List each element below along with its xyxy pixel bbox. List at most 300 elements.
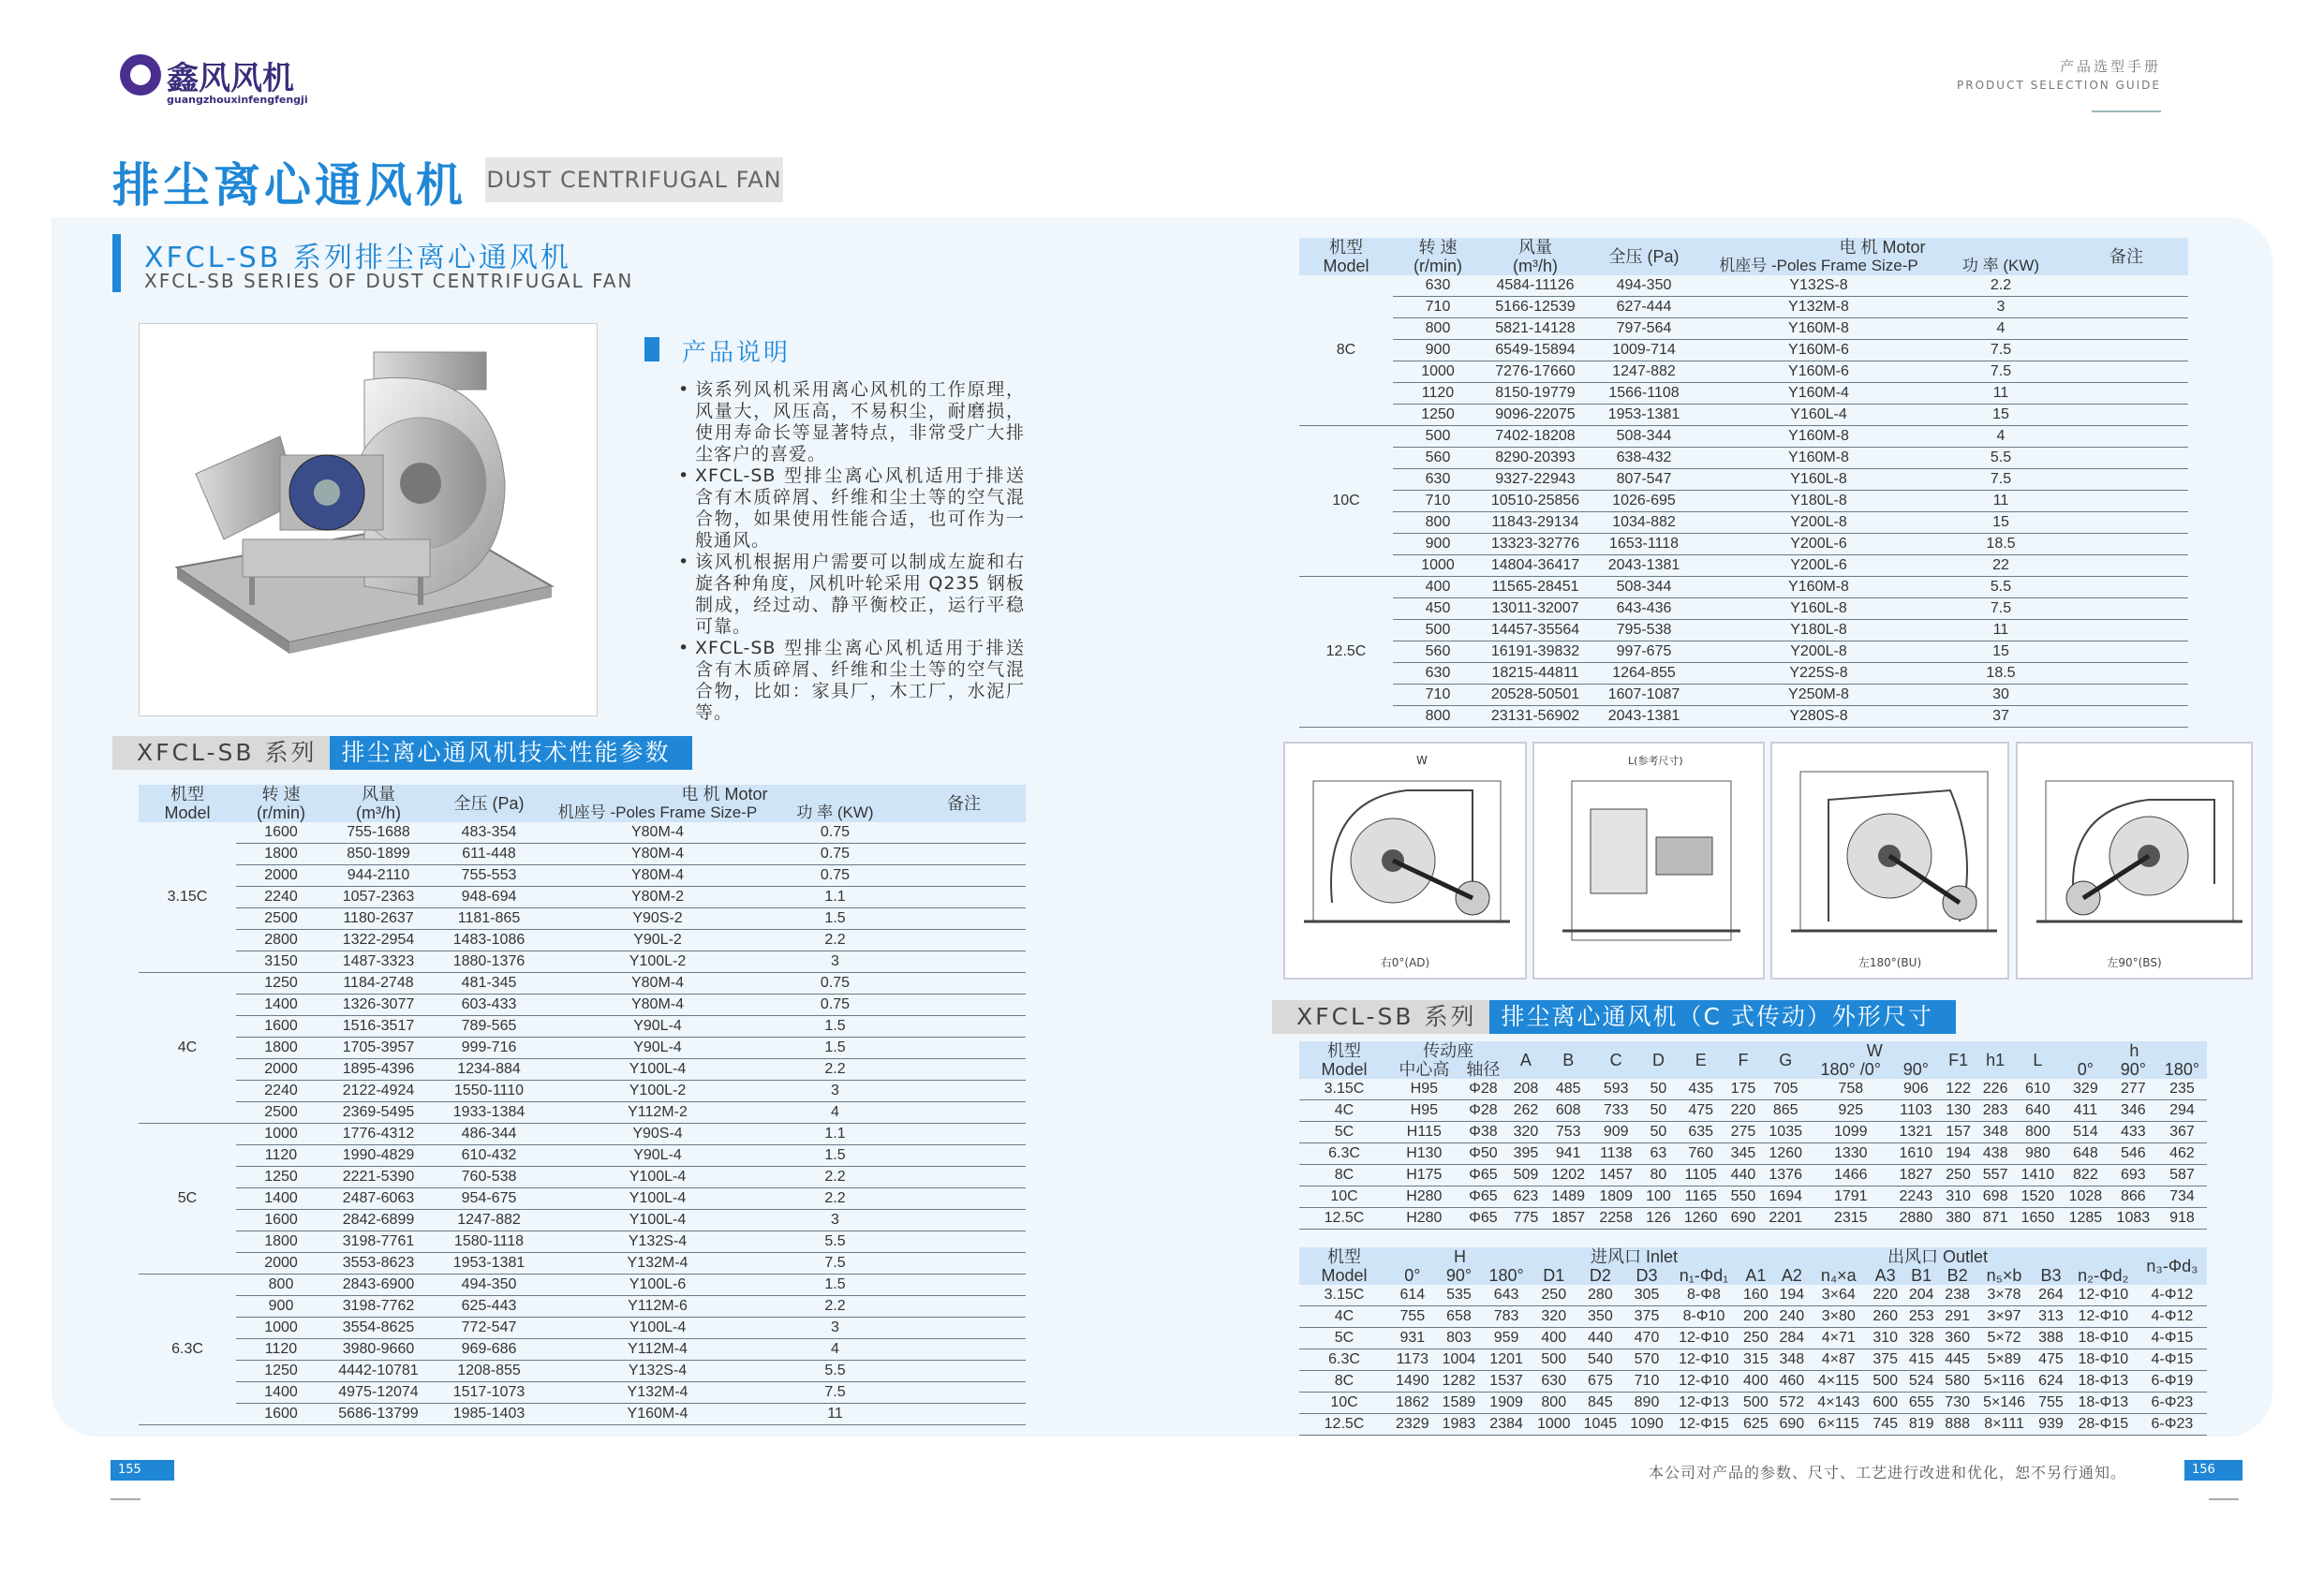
table-cell: 775: [1507, 1208, 1545, 1230]
note-cell: [2065, 297, 2188, 318]
col-h: h: [2062, 1041, 2207, 1060]
brand-logo: [120, 52, 317, 111]
table-cell: 755-1688: [326, 822, 431, 844]
table-cell: 367: [2157, 1122, 2207, 1143]
table-cell: 1330: [1810, 1143, 1892, 1165]
table-cell: 12.5C: [1299, 1208, 1389, 1230]
table-cell: 4442-10781: [326, 1361, 431, 1382]
table-row: [139, 1210, 1026, 1231]
table-cell: 2258: [1592, 1208, 1640, 1230]
table-cell: 4975-12074: [326, 1382, 431, 1404]
table-cell: 1800: [236, 844, 326, 865]
table-cell: 16191-39832: [1483, 641, 1588, 663]
table-cell: 1933-1384: [431, 1102, 547, 1124]
table-cell: 18.5: [1937, 663, 2065, 685]
drawing-caption: 左180°(BU): [1858, 956, 1922, 969]
table-row: [1299, 405, 2188, 426]
note-cell: [902, 1102, 1026, 1124]
table-cell: 1000: [1531, 1414, 1577, 1436]
table-cell: 435: [1677, 1079, 1724, 1100]
col-outlet: 出风口 Outlet: [1738, 1247, 2138, 1266]
col-h90: 90°: [1436, 1266, 1483, 1285]
table-cell: 572: [1774, 1393, 1810, 1414]
table-cell: 698: [1976, 1186, 2014, 1208]
product-photo: [139, 323, 598, 716]
table-cell: 980: [2014, 1143, 2062, 1165]
page-number-right: 156: [2184, 1460, 2243, 1481]
note-cell: [902, 1231, 1026, 1253]
svg-text:W: W: [1416, 754, 1428, 767]
table-cell: 675: [1577, 1371, 1624, 1393]
table-cell: 37: [1937, 706, 2065, 728]
table-cell: 1376: [1762, 1165, 1810, 1186]
table-cell: 800: [1393, 706, 1483, 728]
table-cell: 1208-855: [431, 1361, 547, 1382]
table-cell: 1653-1118: [1588, 534, 1700, 555]
table-cell: 1247-882: [1588, 361, 1700, 383]
table-cell: 1250: [236, 1167, 326, 1188]
note-cell: [2065, 318, 2188, 340]
table-cell: 4-Φ12: [2138, 1285, 2207, 1306]
table-row: [1299, 1122, 2207, 1143]
table-cell: 1600: [236, 1404, 326, 1425]
table-cell: 755: [1389, 1306, 1436, 1328]
table-cell: Y90S-4: [547, 1124, 768, 1145]
note-cell: [2065, 641, 2188, 663]
table-cell: 643-436: [1588, 598, 1700, 620]
table-cell: 918: [2157, 1208, 2207, 1230]
table-cell: 3×97: [1976, 1306, 2033, 1328]
table-row: [139, 1038, 1026, 1059]
col-w: W: [1810, 1041, 1940, 1060]
table-cell: 30: [1937, 685, 2065, 706]
table-cell: 800: [1393, 512, 1483, 534]
note-cell: [2065, 426, 2188, 448]
table-cell: 0.75: [768, 973, 902, 995]
drawing-side: [1532, 742, 1765, 980]
guide-label: [1957, 56, 2161, 92]
table-cell: Y225S-8: [1700, 663, 1937, 685]
table-cell: 346: [2109, 1100, 2157, 1122]
table-cell: 640: [2014, 1100, 2062, 1122]
table-cell: 6.3C: [1299, 1349, 1389, 1371]
table-row: [1299, 1371, 2207, 1393]
table-cell: 18.5: [1937, 534, 2065, 555]
table-cell: 1120: [236, 1145, 326, 1167]
table-cell: 1202: [1545, 1165, 1592, 1186]
table-cell: 12-Φ10: [1670, 1349, 1738, 1371]
fan-side-drawing-icon: [1534, 744, 1763, 968]
table-cell: 508-344: [1588, 426, 1700, 448]
note-cell: [902, 822, 1026, 844]
dimension-banner: [1272, 1000, 1956, 1034]
table-cell: 610-432: [431, 1145, 547, 1167]
table-cell: 8-Φ10: [1670, 1306, 1738, 1328]
table-cell: 122: [1940, 1079, 1977, 1100]
col-b2: B2: [1939, 1266, 1975, 1285]
table-cell: Y132M-4: [547, 1382, 768, 1404]
table-cell: Y100L-4: [547, 1210, 768, 1231]
table-cell: 485: [1545, 1079, 1592, 1100]
table-row: [1299, 1165, 2207, 1186]
table-cell: 12-Φ10: [1670, 1371, 1738, 1393]
table-cell: 800: [1393, 318, 1483, 340]
drawing-caption: 左90°(BS): [2107, 956, 2162, 969]
note-cell: [902, 1167, 1026, 1188]
logo-mark-icon: [120, 54, 161, 96]
table-cell: 4-Φ12: [2138, 1306, 2207, 1328]
table-cell: 5×116: [1976, 1371, 2033, 1393]
table-cell: 890: [1623, 1393, 1670, 1414]
table-cell: 50: [1640, 1100, 1678, 1122]
table-cell: 819: [1903, 1414, 1939, 1436]
table-cell: 2.2: [1937, 275, 2065, 297]
table-cell: 800: [236, 1275, 326, 1296]
table-cell: H95: [1389, 1100, 1459, 1122]
table-cell: 4C: [1299, 1306, 1389, 1328]
table-cell: 1410: [2014, 1165, 2062, 1186]
table-cell: 284: [1774, 1328, 1810, 1349]
table-cell: 3198-7761: [326, 1231, 431, 1253]
table-cell: 931: [1389, 1328, 1436, 1349]
note-cell: [2065, 663, 2188, 685]
table-cell: 710: [1393, 685, 1483, 706]
table-cell: 1400: [236, 1382, 326, 1404]
table-cell: 638-432: [1588, 448, 1700, 469]
table-cell: 1321: [1892, 1122, 1940, 1143]
note-cell: [902, 930, 1026, 951]
table-cell: 3150: [236, 951, 326, 973]
table-cell: Y160M-4: [547, 1404, 768, 1425]
col-speed: 转 速 (r/min): [236, 785, 326, 822]
table-cell: 280: [1577, 1285, 1624, 1306]
table-cell: 12-Φ13: [1670, 1393, 1738, 1414]
col-inlet: 进风口 Inlet: [1531, 1247, 1738, 1266]
table-cell: 7.5: [768, 1253, 902, 1275]
table-cell: 0.75: [768, 865, 902, 887]
table-cell: 315: [1738, 1349, 1773, 1371]
table-cell: 415: [1903, 1349, 1939, 1371]
banner-series: XFCL-SB 系列: [112, 736, 330, 770]
table-cell: 580: [1939, 1371, 1975, 1393]
table-cell: 208: [1507, 1079, 1545, 1100]
table-cell: Y100L-6: [547, 1275, 768, 1296]
table-cell: 1537: [1482, 1371, 1531, 1393]
table-cell: 3: [1937, 297, 2065, 318]
table-cell: 755: [2033, 1393, 2068, 1414]
note-cell: [2065, 534, 2188, 555]
table-cell: 50: [1640, 1079, 1678, 1100]
table-cell: 2043-1381: [1588, 555, 1700, 577]
table-cell: 450: [1393, 598, 1483, 620]
col-speed: 转 速 (r/min): [1393, 238, 1483, 275]
model-cell: 12.5C: [1299, 577, 1393, 728]
table-row: [1299, 361, 2188, 383]
table-cell: 546: [2109, 1143, 2157, 1165]
table-cell: 240: [1774, 1306, 1810, 1328]
table-cell: Y160M-6: [1700, 340, 1937, 361]
table-cell: 462: [2157, 1143, 2207, 1165]
table-row: [139, 1145, 1026, 1167]
table-cell: 3.15C: [1299, 1285, 1389, 1306]
table-cell: 1.1: [768, 887, 902, 908]
table-cell: H115: [1389, 1122, 1459, 1143]
table-cell: 6-Φ23: [2138, 1393, 2207, 1414]
table-cell: 2.2: [768, 1167, 902, 1188]
table-cell: 627-444: [1588, 297, 1700, 318]
table-cell: Y180L-8: [1700, 491, 1937, 512]
table-cell: 126: [1640, 1208, 1678, 1230]
table-cell: 11843-29134: [1483, 512, 1588, 534]
note-cell: [902, 1275, 1026, 1296]
table-cell: 2201: [1762, 1208, 1810, 1230]
table-cell: Φ38: [1459, 1122, 1508, 1143]
table-cell: Y112M-2: [547, 1102, 768, 1124]
note-cell: [902, 1296, 1026, 1318]
table-cell: 1201: [1482, 1349, 1531, 1371]
table-cell: Y132M-8: [1700, 297, 1937, 318]
table-row: [1299, 1100, 2207, 1122]
table-cell: 10C: [1299, 1186, 1389, 1208]
table-cell: 291: [1939, 1306, 1975, 1328]
table-row: [139, 1016, 1026, 1038]
table-cell: 194: [1940, 1143, 1977, 1165]
table-row: [1299, 1393, 2207, 1414]
footer-notice: 本公司对产品的参数、尺寸、工艺进行改进和优化，恕不另行通知。: [1649, 1464, 2127, 1481]
table-cell: Y132M-4: [547, 1253, 768, 1275]
col-model: 机型 Model: [139, 785, 236, 822]
table-cell: 959: [1482, 1328, 1531, 1349]
table-row: [1299, 706, 2188, 728]
table-cell: 5×89: [1976, 1349, 2033, 1371]
table-row: [1299, 426, 2188, 448]
table-cell: 5686-13799: [326, 1404, 431, 1425]
table-cell: 2315: [1810, 1208, 1892, 1230]
table-cell: Y200L-6: [1700, 534, 1937, 555]
description-accent: [644, 337, 659, 361]
table-cell: 5.5: [1937, 448, 2065, 469]
table-cell: 557: [1976, 1165, 2014, 1186]
table-row: [1299, 469, 2188, 491]
col-d3: D3: [1623, 1266, 1670, 1285]
table-cell: 0.75: [768, 822, 902, 844]
table-cell: 643: [1482, 1285, 1531, 1306]
table-cell: 5C: [1299, 1122, 1389, 1143]
table-cell: H175: [1389, 1165, 1459, 1186]
table-cell: 13323-32776: [1483, 534, 1588, 555]
table-cell: 954-675: [431, 1188, 547, 1210]
table-row: [139, 1404, 1026, 1425]
table-cell: Y160L-4: [1700, 405, 1937, 426]
table-cell: 1250: [236, 1361, 326, 1382]
table-cell: 1000: [1393, 555, 1483, 577]
table-cell: 18-Φ10: [2069, 1349, 2138, 1371]
table-cell: Y80M-4: [547, 995, 768, 1016]
dimension-table-2: [1299, 1247, 2207, 1436]
col-d1: D1: [1531, 1266, 1577, 1285]
table-cell: 275: [1724, 1122, 1762, 1143]
table-row: [1299, 620, 2188, 641]
table-cell: 7402-18208: [1483, 426, 1588, 448]
table-cell: 1090: [1623, 1414, 1670, 1436]
col-n1d1: n₁-Φd₁: [1670, 1266, 1738, 1285]
col-e: E: [1677, 1041, 1724, 1079]
table-cell: 7.5: [1937, 361, 2065, 383]
table-cell: Y112M-4: [547, 1339, 768, 1361]
col-model: 机型 Model: [1299, 1041, 1389, 1079]
table-row: [1299, 577, 2188, 598]
table-cell: 906: [1892, 1079, 1940, 1100]
table-cell: 1105: [1677, 1165, 1724, 1186]
table-row: [1299, 1143, 2207, 1165]
fan-drawing-icon: [1285, 744, 1525, 959]
table-cell: 1.1: [768, 1124, 902, 1145]
col-model: 机型 Model: [1299, 238, 1393, 275]
model-cell: 5C: [139, 1124, 236, 1275]
table-cell: 4C: [1299, 1100, 1389, 1122]
table-cell: 500: [1738, 1393, 1773, 1414]
table-cell: 3: [768, 951, 902, 973]
table-cell: 11: [1937, 620, 2065, 641]
note-cell: [902, 1361, 1026, 1382]
table-cell: 1028: [2062, 1186, 2109, 1208]
table-cell: 220: [1724, 1100, 1762, 1122]
table-cell: 10510-25856: [1483, 491, 1588, 512]
table-row: [139, 1253, 1026, 1275]
table-cell: 2.2: [768, 1296, 902, 1318]
table-cell: 623: [1507, 1186, 1545, 1208]
table-cell: 2500: [236, 1102, 326, 1124]
table-cell: 4: [1937, 318, 2065, 340]
table-cell: 7.5: [1937, 340, 2065, 361]
table-cell: 5×72: [1976, 1328, 2033, 1349]
table-cell: 238: [1939, 1285, 1975, 1306]
table-cell: 320: [1531, 1306, 1577, 1328]
table-cell: 380: [1940, 1208, 1977, 1230]
note-cell: [902, 887, 1026, 908]
table-cell: 1600: [236, 1016, 326, 1038]
table-cell: 900: [1393, 534, 1483, 555]
table-cell: 2240: [236, 887, 326, 908]
note-cell: [2065, 598, 2188, 620]
col-n5b: n₅×b: [1976, 1266, 2033, 1285]
table-cell: 483-354: [431, 822, 547, 844]
note-cell: [2065, 512, 2188, 534]
table-cell: 80: [1640, 1165, 1678, 1186]
table-cell: 1.5: [768, 908, 902, 930]
table-row: [139, 822, 1026, 844]
col-h0: 0°: [1389, 1266, 1436, 1285]
table-cell: 1034-882: [1588, 512, 1700, 534]
col-b3: B3: [2033, 1266, 2068, 1285]
table-cell: 1483-1086: [431, 930, 547, 951]
col-motor: 电 机 Motor: [547, 785, 902, 803]
table-cell: 1857: [1545, 1208, 1592, 1230]
table-cell: 204: [1903, 1285, 1939, 1306]
note-cell: [2065, 491, 2188, 512]
table-cell: 1180-2637: [326, 908, 431, 930]
table-cell: Y90L-4: [547, 1038, 768, 1059]
table-cell: 22: [1937, 555, 2065, 577]
table-cell: 1000: [1393, 361, 1483, 383]
note-cell: [902, 1081, 1026, 1102]
table-cell: 277: [2109, 1079, 2157, 1100]
col-model: 机型 Model: [1299, 1247, 1389, 1285]
table-cell: 1457: [1592, 1165, 1640, 1186]
table-cell: Y80M-2: [547, 887, 768, 908]
col-a1: A1: [1738, 1266, 1773, 1285]
table-row: [139, 1102, 1026, 1124]
table-cell: 310: [1867, 1328, 1902, 1349]
dimension-table-1: [1299, 1041, 2207, 1230]
table-cell: Y200L-8: [1700, 512, 1937, 534]
table-cell: 7.5: [1937, 598, 2065, 620]
table-cell: 3: [768, 1210, 902, 1231]
table-cell: 226: [1976, 1079, 2014, 1100]
note-cell: [2065, 383, 2188, 405]
table-cell: Y100L-4: [547, 1318, 768, 1339]
col-a: A: [1507, 1041, 1545, 1079]
table-cell: 500: [1867, 1371, 1902, 1393]
table-cell: 1600: [236, 1210, 326, 1231]
table-cell: H130: [1389, 1143, 1459, 1165]
table-cell: 3: [768, 1081, 902, 1102]
table-cell: 18-Φ13: [2069, 1371, 2138, 1393]
table-cell: 375: [1623, 1306, 1670, 1328]
table-cell: 157: [1940, 1122, 1977, 1143]
table-cell: 603-433: [431, 995, 547, 1016]
table-cell: 1000: [236, 1318, 326, 1339]
col-n4a: n₄×a: [1810, 1266, 1867, 1285]
col-f: F: [1724, 1041, 1762, 1079]
table-cell: 395: [1507, 1143, 1545, 1165]
table-cell: 0.75: [768, 844, 902, 865]
table-row: [1299, 598, 2188, 620]
table-cell: 8150-19779: [1483, 383, 1588, 405]
drawing-right-0: [1283, 742, 1527, 980]
table-cell: 630: [1393, 469, 1483, 491]
drawing-left-180: [1770, 742, 2009, 980]
table-cell: 2122-4924: [326, 1081, 431, 1102]
table-cell: 8-Φ8: [1670, 1285, 1738, 1306]
note-cell: [902, 1253, 1026, 1275]
table-row: [1299, 1414, 2207, 1436]
footer-divider: [2209, 1498, 2239, 1500]
col-l: L: [2014, 1041, 2062, 1079]
table-cell: 800: [1531, 1393, 1577, 1414]
table-cell: 460: [1774, 1371, 1810, 1393]
col-a3: A3: [1867, 1266, 1902, 1285]
table-cell: Y160M-8: [1700, 426, 1937, 448]
performance-banner: [112, 736, 692, 770]
col-h0: 0°: [2062, 1060, 2109, 1079]
table-cell: 969-686: [431, 1339, 547, 1361]
table-cell: 1466: [1810, 1165, 1892, 1186]
table-row: [1299, 1328, 2207, 1349]
note-cell: [902, 865, 1026, 887]
table-cell: 2.2: [768, 1059, 902, 1081]
guide-divider: [2092, 111, 2161, 112]
col-g: G: [1762, 1041, 1810, 1079]
table-row: [1299, 491, 2188, 512]
table-row: [139, 1124, 1026, 1145]
table-cell: 1045: [1577, 1414, 1624, 1436]
table-cell: Y280S-8: [1700, 706, 1937, 728]
table-cell: 648: [2062, 1143, 2109, 1165]
table-cell: 909: [1592, 1122, 1640, 1143]
table-cell: 7.5: [768, 1382, 902, 1404]
description-item: • XFCL-SB 型排尘离心风机适用于排送含有木质碎屑、纤维和尘土等的空气混合物，如果使用性能合适，也可作为一般通风。: [676, 465, 1025, 552]
